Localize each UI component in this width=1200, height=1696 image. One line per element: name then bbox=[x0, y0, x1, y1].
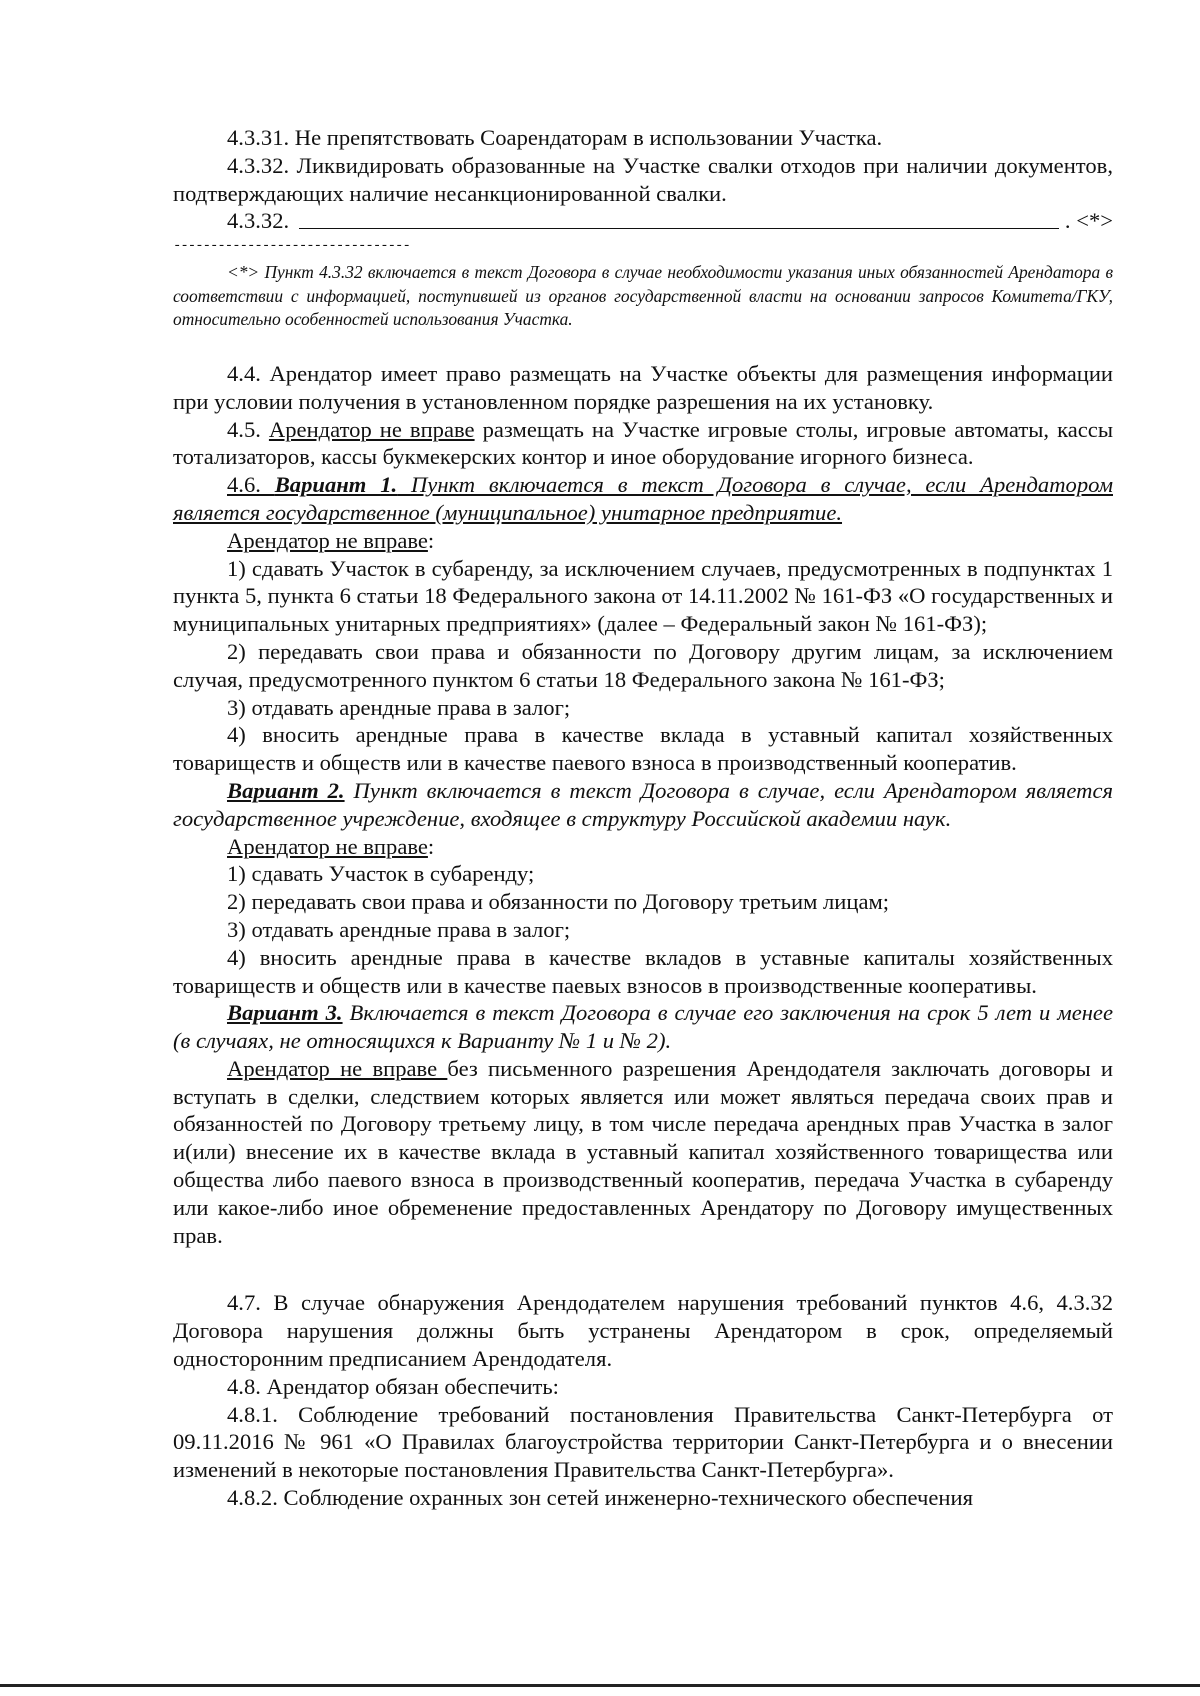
variant-1-item: 1) сдавать Участок в субаренду, за исключением случаев, предусмотренных в подпунктах 1 пункта 5, пункта 6 статьи 18 Федерального закона от 14.11.2002 № 161-ФЗ «О государственных и муниципальных унитарных предприятиях» (далее – Федеральный закон № 161-ФЗ); bbox=[173, 555, 1113, 637]
variant-2-note: Пункт включается в текст Договора в случае, если Арендатором является государственное учреждение, входящее в структуру Российской академии наук. bbox=[173, 777, 1113, 831]
clause-4-5: 4.5. Арендатор не вправе размещать на Участке игровые столы, игровые автоматы, кассы тотализаторов, кассы букмекерских контор и иное оборудование игорного бизнеса. bbox=[173, 416, 1113, 470]
variant-1-intro: Арендатор не вправе: bbox=[227, 527, 435, 553]
variant-1-label: Вариант 1. bbox=[274, 472, 398, 498]
variant-2-intro: Арендатор не вправе: bbox=[227, 833, 435, 859]
variant-2-item: 2) передавать свои права и обязанности по Договору третьим лицам; bbox=[227, 889, 890, 915]
variant-1-item: 2) передавать свои права и обязанности по Договору другим лицам, за исключением случая, предусмотренного пунктом 6 статьи 18 Федерального закона № 161-ФЗ; bbox=[173, 638, 1113, 692]
clause-4-8-1: 4.8.1. Соблюдение требований постановления Правительства Санкт-Петербурга от 09.11.2016 № 961 «О Правилах благоустройства территории Санкт-Петербурга и о внесении изменений в некоторые постановления Правительства Санкт-Петербурга». bbox=[173, 1401, 1113, 1483]
clause-4-7: 4.7. В случае обнаружения Арендодателем нарушения требований пунктов 4.6, 4.3.32 Договора нарушения должны быть устранены Арендатором в срок, определяемый односторонним предписанием Арендодателя. bbox=[173, 1290, 1113, 1372]
fill-in-line bbox=[299, 228, 1059, 229]
footnote-marker: . <*> bbox=[1064, 208, 1113, 234]
variant-2-heading bbox=[173, 777, 1113, 833]
clause-4-4: 4.4. Арендатор имеет право размещать на Участке объекты для размещения информации при условии получения в установленном порядке разрешения на их установку. bbox=[173, 360, 1113, 414]
variant-3-note: Включается в текст Договора в случае его заключения на срок 5 лет и менее (в случаях, не относящихся к Варианту № 1 и № 2). bbox=[173, 1000, 1113, 1054]
clause-4-3-32: 4.3.32. Ликвидировать образованные на Участке свалки отходов при наличии документов, подтверждающих наличие несанкционированной свалки. bbox=[173, 152, 1113, 206]
footnote-text: <*> Пункт 4.3.32 включается в текст Договора в случае необходимости указания иных обязанностей Арендатора в соответствии с информацией, поступившей из органов государственной власти на основании запросов Комитета/ГКУ, относительно особенностей использования Участка. bbox=[173, 262, 1113, 330]
clause-4-8: 4.8. Арендатор обязан обеспечить: bbox=[227, 1373, 559, 1399]
variant-2-label: Вариант 2. bbox=[227, 777, 345, 803]
footnote-separator: -------------------------------- bbox=[173, 238, 410, 255]
variant-3-text: Арендатор не вправе без письменного разрешения Арендодателя заключать договоры и вступать в сделки, следствием которых является или может являться передача своих прав и обязанностей по Договору третьему лицу, в том числе передача арендных прав Участка в залог и(или) внесение их в качестве вклада в уставный капитал хозяйственного товарищества или общества либо паевого взноса в производственный кооператив, передача Участка в субаренду или какое-либо иное обременение предоставленных Арендатору по Договору имущественных прав. bbox=[173, 1055, 1113, 1248]
variant-1-item: 3) отдавать арендные права в залог; bbox=[227, 694, 571, 720]
clause-4-6-variant-1: 4.6. Вариант 1. Пункт включается в текст Договора в случае, если Арендатором является государственное (муниципальное) унитарное предприятие. bbox=[173, 472, 1113, 525]
variant-2-item: 4) вносить арендные права в качестве вкладов в уставные капиталы хозяйственных товариществ и обществ или в качестве паевых взносов в производственные кооперативы. bbox=[173, 944, 1113, 998]
variant-3-heading bbox=[173, 999, 1113, 1055]
clause-4-8-2: 4.8.2. Соблюдение охранных зон сетей инженерно-технического обеспечения bbox=[227, 1485, 973, 1511]
variant-1-item: 4) вносить арендные права в качестве вклада в уставный капитал хозяйственных товариществ и обществ или в качестве паевого взноса в производственный кооператив. bbox=[173, 722, 1113, 776]
clause-4-3-32-blank bbox=[173, 207, 1113, 235]
page-bottom-edge bbox=[0, 1684, 1200, 1687]
document-body bbox=[173, 124, 1113, 1512]
variant-3-label: Вариант 3. bbox=[227, 1000, 343, 1026]
blank-clause-number: 4.3.32. bbox=[227, 208, 290, 234]
underlined-phrase: Арендатор не вправе bbox=[268, 416, 475, 442]
variant-2-item: 1) сдавать Участок в субаренду; bbox=[227, 861, 535, 887]
clause-4-3-31: 4.3.31. Не препятствовать Соарендаторам в использовании Участка. bbox=[227, 125, 883, 150]
variant-1-note: Пункт включается в текст Договора в случае, если Арендатором является государственное (муниципальное) унитарное предприятие. bbox=[173, 472, 1113, 525]
variant-2-item: 3) отдавать арендные права в залог; bbox=[227, 916, 571, 942]
